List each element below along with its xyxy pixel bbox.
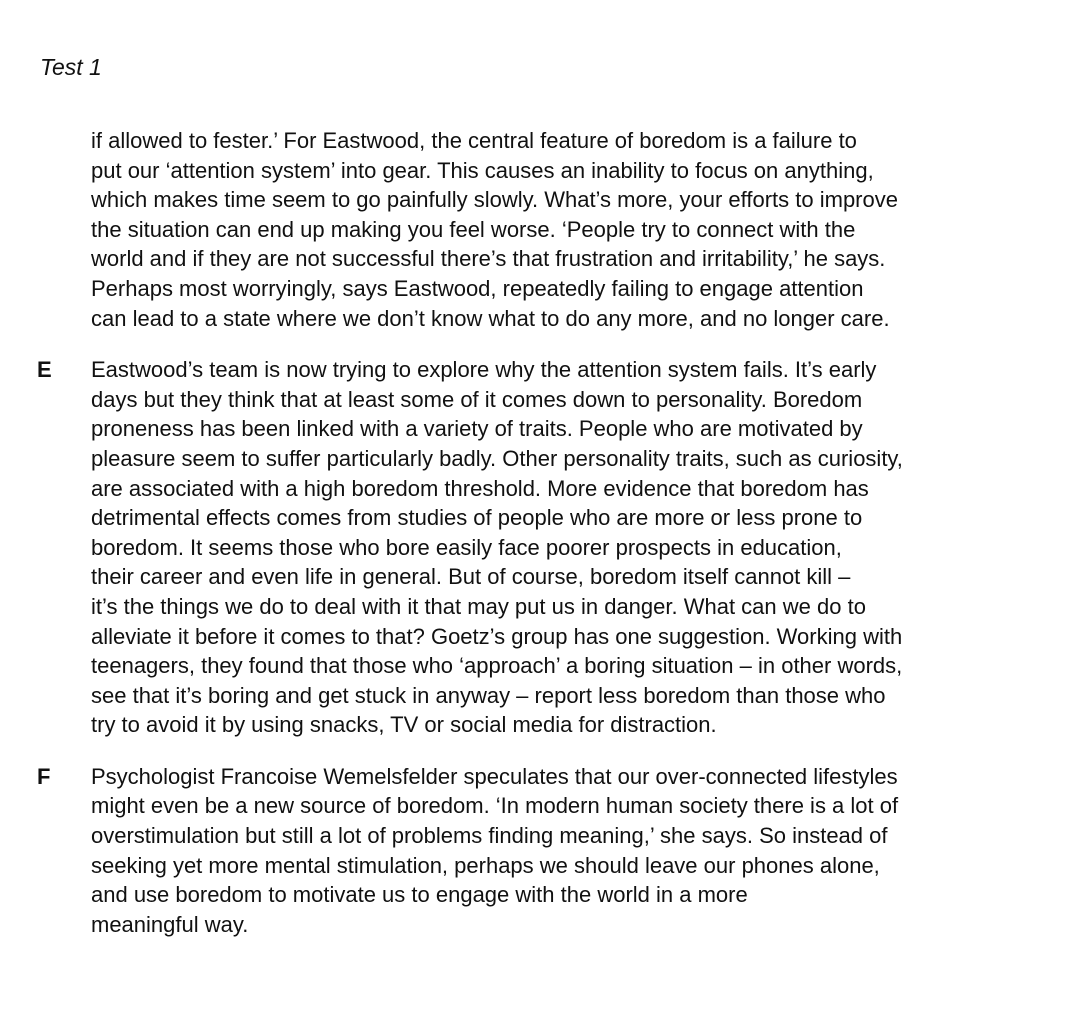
text-line: detrimental effects comes from studies of people who are more or less prone to <box>91 505 863 531</box>
text-line: teenagers, they found that those who ‘approach’ a boring situation – in other words, <box>91 653 903 679</box>
paragraph-f <box>0 762 1080 940</box>
text-line: Eastwood’s team is now trying to explore why the attention system fails. It’s early <box>91 357 877 383</box>
text-line: are associated with a high boredom threshold. More evidence that boredom has <box>91 475 869 501</box>
paragraph-text <box>91 762 1080 940</box>
text-line: might even be a new source of boredom. ‘In modern human society there is a lot of <box>91 793 899 819</box>
text-line: can lead to a state where we don’t know what to do any more, and no longer care. <box>91 305 890 331</box>
text-line: if allowed to fester.’ For Eastwood, the central feature of boredom is a failure to <box>91 128 857 153</box>
text-line: boredom. It seems those who bore easily face poorer prospects in education, <box>91 534 842 560</box>
text-line: their career and even life in general. But of course, boredom itself cannot kill – <box>91 564 851 590</box>
paragraph-text <box>91 126 1080 333</box>
paragraph-letter: F <box>37 763 51 789</box>
text-line: it’s the things we do to deal with it that may put us in danger. What can we do to <box>91 593 866 619</box>
reading-passage <box>0 126 1080 939</box>
paragraph-letter: E <box>37 357 52 383</box>
text-line: seeking yet more mental stimulation, perhaps we should leave our phones alone, <box>91 852 880 878</box>
text-line: world and if they are not successful there’s that frustration and irritability,’ he says. <box>91 246 886 272</box>
text-line: overstimulation but still a lot of problems finding meaning,’ she says. So instead of <box>91 823 888 849</box>
text-line: try to avoid it by using snacks, TV or social media for distraction. <box>91 712 717 738</box>
paragraph-text <box>91 355 1080 740</box>
text-line: days but they think that at least some of it comes down to personality. Boredom <box>91 386 863 412</box>
text-line: put our ‘attention system’ into gear. This causes an inability to focus on anything, <box>91 157 874 183</box>
text-line: and use boredom to motivate us to engage with the world in a more <box>91 882 748 908</box>
paragraph-continuation <box>0 126 1080 333</box>
text-line: alleviate it before it comes to that? Goetz’s group has one suggestion. Working with <box>91 623 903 649</box>
text-line: which makes time seem to go painfully slowly. What’s more, your efforts to improve <box>91 187 898 213</box>
text-line: see that it’s boring and get stuck in anyway – report less boredom than those who <box>91 682 886 708</box>
page-header: Test 1 <box>40 54 102 80</box>
text-line: proneness has been linked with a variety of traits. People who are motivated by <box>91 416 863 442</box>
text-line: the situation can end up making you feel worse. ‘People try to connect with the <box>91 216 856 242</box>
paragraph-e <box>0 355 1080 740</box>
text-line: Perhaps most worryingly, says Eastwood, repeatedly failing to engage attention <box>91 275 864 301</box>
text-line: pleasure seem to suffer particularly badly. Other personality traits, such as curiosity, <box>91 445 903 471</box>
text-line: Psychologist Francoise Wemelsfelder speculates that our over-connected lifestyles <box>91 763 898 789</box>
text-line: meaningful way. <box>91 911 249 937</box>
